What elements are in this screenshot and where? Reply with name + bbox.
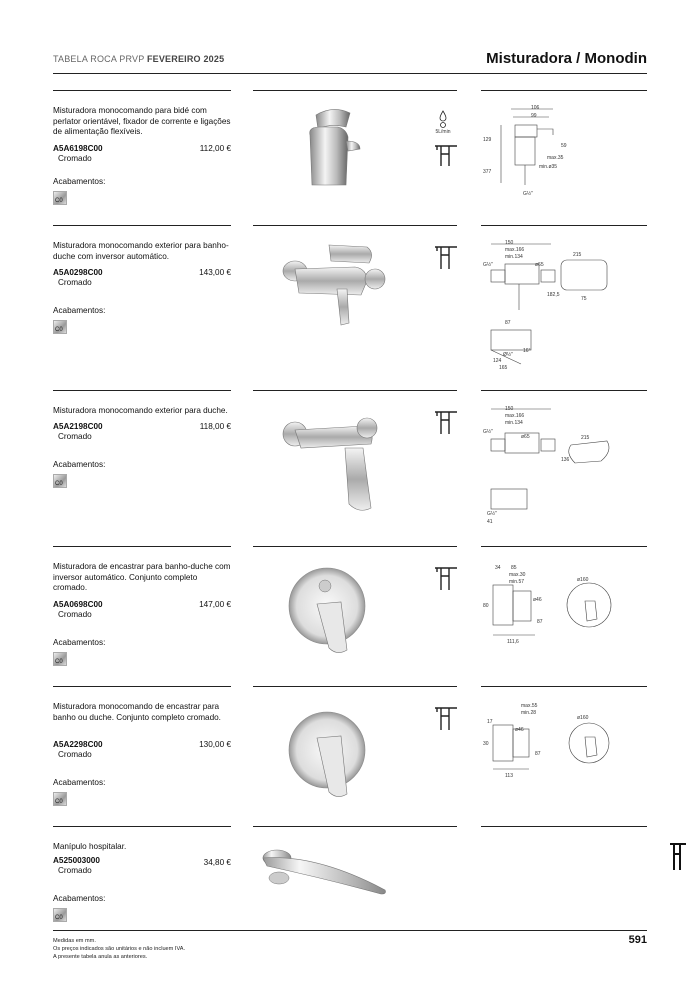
finish-code: C0 xyxy=(55,198,63,204)
technical-drawing-1 xyxy=(481,105,591,200)
page-title: Misturadora / Monodin xyxy=(486,50,647,67)
product-price: 147,00 € xyxy=(199,600,231,609)
product-price: 130,00 € xyxy=(199,740,231,749)
dim-label: max.35 xyxy=(547,155,564,161)
mixer-symbol-icon xyxy=(435,146,457,166)
finish-name: Cromado xyxy=(58,610,92,619)
hospital-lever-photo xyxy=(257,844,389,904)
product-code: A5A2298C00 xyxy=(53,740,103,749)
finish-swatch xyxy=(53,320,67,334)
dim-label: ø65 xyxy=(535,262,544,268)
dim-label: min.134 xyxy=(505,254,523,260)
dim-label: 41 xyxy=(487,519,493,525)
product-price: 34,80 € xyxy=(203,858,231,867)
dim-label: G½" xyxy=(483,262,493,268)
dim-label: 215 xyxy=(581,435,590,441)
dim-label: 165 xyxy=(499,365,508,370)
product-description: Misturadora monocomando de encastrar para banho ou duche. Conjunto completo cromado. xyxy=(53,702,221,722)
finish-code: C0 xyxy=(55,799,63,805)
product-divider xyxy=(53,826,647,827)
dim-label: min.ø35 xyxy=(539,164,558,170)
finish-name: Cromado xyxy=(58,154,92,163)
flow-and-mixer-icons xyxy=(431,108,461,178)
product-divider xyxy=(53,546,647,547)
finish-label: Acabamentos: xyxy=(53,177,106,186)
dim-label: 377 xyxy=(483,169,492,175)
dim-label: 87 xyxy=(505,320,511,326)
finish-code: C0 xyxy=(55,659,63,665)
footer-note: Os preços indicados são unitários e não incluem IVA. xyxy=(53,946,186,952)
finish-name: Cromado xyxy=(58,278,92,287)
concealed-bath-mixer-photo xyxy=(285,564,375,659)
dim-label: 34 xyxy=(495,565,501,571)
water-drop-icon xyxy=(440,111,446,121)
finish-code: C0 xyxy=(55,481,63,487)
dim-label: 182,5 xyxy=(547,292,560,298)
concealed-shower-mixer-photo xyxy=(285,708,375,803)
product-description: Manípulo hospitalar. xyxy=(53,842,127,851)
finish-label: Acabamentos: xyxy=(53,894,106,903)
finish-swatch xyxy=(53,792,67,806)
product-divider xyxy=(53,390,647,391)
shower-mixer-photo xyxy=(275,408,395,518)
dim-label: 85 xyxy=(511,565,517,571)
bidet-mixer-photo xyxy=(298,105,368,190)
dim-label: 106 xyxy=(531,105,540,111)
finish-code: C0 xyxy=(55,327,63,333)
dim-label: 80 xyxy=(483,603,489,609)
mixer-symbol-icon xyxy=(431,408,461,438)
product-code: A5A6198C00 xyxy=(53,144,103,153)
mixer-category-icon xyxy=(668,842,688,872)
dim-label: 215 xyxy=(573,252,582,258)
product-description: Misturadora monocomando para bidé com perlator orientável, fixador de corrente e ligações de alimentação flexíveis. xyxy=(53,106,231,136)
dim-label: 113 xyxy=(505,773,513,779)
dim-label: ø65 xyxy=(521,434,530,440)
product-price: 118,00 € xyxy=(199,422,231,431)
dim-label: 150 xyxy=(505,406,514,412)
dim-label: 129 xyxy=(483,137,492,143)
dim-label: 16° xyxy=(523,348,531,354)
mixer-symbol-icon xyxy=(431,564,461,594)
dim-label: G½" xyxy=(523,191,533,197)
catalog-date: FEVEREIRO 2025 xyxy=(146,54,225,64)
bath-shower-mixer-photo xyxy=(275,239,395,329)
product-price: 143,00 € xyxy=(199,268,231,277)
dim-label: 59 xyxy=(561,143,567,149)
dim-label: max.30 xyxy=(509,572,526,578)
finish-swatch xyxy=(53,191,67,205)
footer-notes xyxy=(53,937,185,961)
footer-note: A presente tabela anula as anteriores. xyxy=(53,954,148,960)
finish-label: Acabamentos: xyxy=(53,306,106,315)
footer-note: Medidas em mm. xyxy=(53,938,96,944)
dim-label: ø46 xyxy=(533,597,542,603)
product-code: A5A2198C00 xyxy=(53,422,103,431)
dim-label: 124 xyxy=(493,358,502,364)
dim-label: ø46 xyxy=(515,727,524,733)
technical-drawing-4 xyxy=(481,561,621,656)
finish-name: Cromado xyxy=(58,866,92,875)
mixer-symbol-icon xyxy=(431,704,461,734)
finish-code: C0 xyxy=(55,915,63,921)
dim-label: 30 xyxy=(483,741,489,747)
finish-swatch xyxy=(53,652,67,666)
finish-label: Acabamentos: xyxy=(53,460,106,469)
dim-label: 87 xyxy=(537,619,543,625)
flow-rate-label: 5L/min xyxy=(435,129,451,135)
finish-label: Acabamentos: xyxy=(53,778,106,787)
product-description: Misturadora monocomando exterior para banho-duche com inversor automático. xyxy=(53,241,229,261)
page-number: 591 xyxy=(628,934,647,946)
dim-label: 111,6 xyxy=(507,639,519,645)
mixer-symbol-icon xyxy=(431,243,461,273)
dim-label: max.166 xyxy=(505,247,525,253)
finish-label: Acabamentos: xyxy=(53,638,106,647)
header-divider xyxy=(53,73,647,74)
technical-drawing-2 xyxy=(481,240,611,370)
technical-drawing-3 xyxy=(481,405,621,530)
dim-label: Ø½" xyxy=(503,352,513,358)
dim-label: 87 xyxy=(535,751,541,757)
dim-label: min.28 xyxy=(521,710,537,716)
finish-swatch xyxy=(53,474,67,488)
product-divider xyxy=(53,225,647,226)
finish-swatch xyxy=(53,908,67,922)
product-code: A5A0698C00 xyxy=(53,600,103,609)
dim-label: max.166 xyxy=(505,413,525,419)
finish-name: Cromado xyxy=(58,750,92,759)
dim-label: min.57 xyxy=(509,579,525,585)
product-description: Misturadora monocomando exterior para duche. xyxy=(53,406,228,415)
dim-label: G½" xyxy=(487,511,497,517)
dim-label: G½" xyxy=(483,429,493,435)
dim-label: ø160 xyxy=(577,577,589,583)
dim-label: max.55 xyxy=(521,703,538,709)
dim-label: 150 xyxy=(505,240,514,246)
product-divider xyxy=(53,90,647,91)
catalog-header-left xyxy=(53,54,224,64)
product-code: A525003000 xyxy=(53,856,100,865)
footer-divider xyxy=(53,930,647,931)
product-code: A5A0298C00 xyxy=(53,268,103,277)
catalog-name: TABELA ROCA PRVP xyxy=(53,54,147,64)
dim-label: ø160 xyxy=(577,715,589,721)
finish-name: Cromado xyxy=(58,432,92,441)
dim-label: 75 xyxy=(581,296,587,302)
technical-drawing-5 xyxy=(481,701,621,781)
dim-label: min.134 xyxy=(505,420,523,426)
dim-label: 17 xyxy=(487,719,493,725)
product-divider xyxy=(53,686,647,687)
dim-label: 136 xyxy=(561,457,570,463)
dim-label: 99 xyxy=(531,113,537,119)
product-description: Misturadora de encastrar para banho-duche com inversor automático. Conjunto completo cromado. xyxy=(53,562,231,592)
product-price: 112,00 € xyxy=(199,144,231,153)
